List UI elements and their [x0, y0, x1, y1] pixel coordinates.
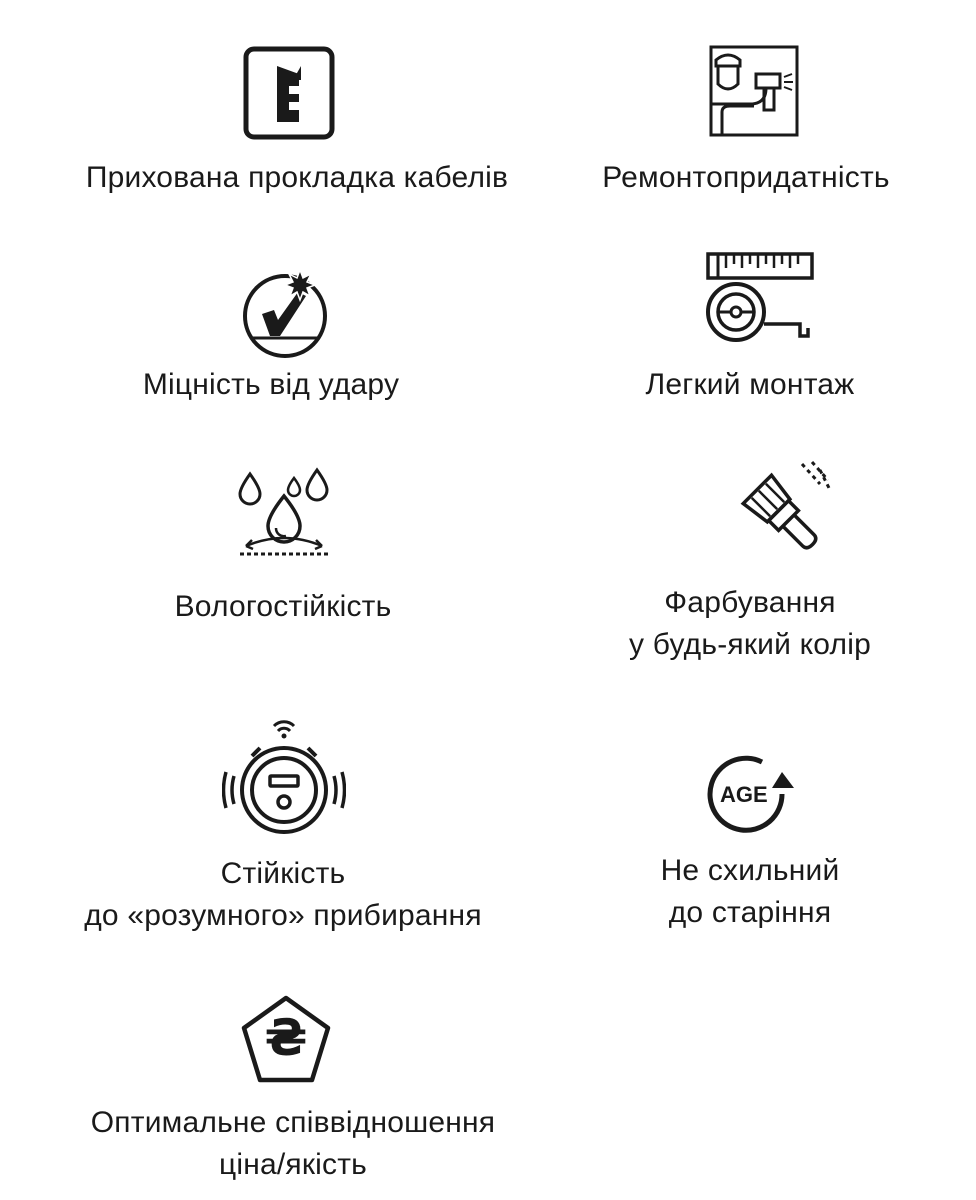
repair-worker-icon [708, 44, 800, 138]
feature-label-line: Вологостійкість [174, 590, 392, 623]
age-badge-text: AGE [720, 782, 768, 807]
tape-measure-icon [704, 250, 816, 346]
hidden-cable-icon [243, 46, 335, 140]
feature-label-line: Не схильний [660, 854, 840, 887]
paint-brush-icon [728, 460, 832, 564]
feature-label-line: до «розумного» прибирання [84, 899, 482, 932]
feature-label-line: Прихована прокладка кабелів [85, 161, 509, 194]
impact-resistance-icon [240, 266, 332, 360]
feature-label-line: до старіння [668, 896, 832, 929]
feature-label-line: ціна/якість [218, 1148, 368, 1181]
hryvnia-pentagon-icon [240, 994, 332, 1084]
robot-vacuum-icon [222, 712, 346, 836]
feature-label-line: у будь-який колір [629, 628, 871, 661]
hryvnia-sign: ₴ [264, 1009, 308, 1067]
feature-label-line: Легкий монтаж [645, 368, 855, 401]
feature-label-line: Оптимальне співвідношення [90, 1106, 496, 1139]
feature-label-line: Міцність від удару [142, 368, 400, 401]
feature-label-line: Ремонтопридатність [602, 161, 890, 194]
feature-label-line: Стійкість [220, 857, 346, 890]
feature-label-line: Фарбування [664, 586, 836, 619]
age-arrow-icon [704, 752, 794, 842]
water-drops-icon [236, 466, 332, 562]
